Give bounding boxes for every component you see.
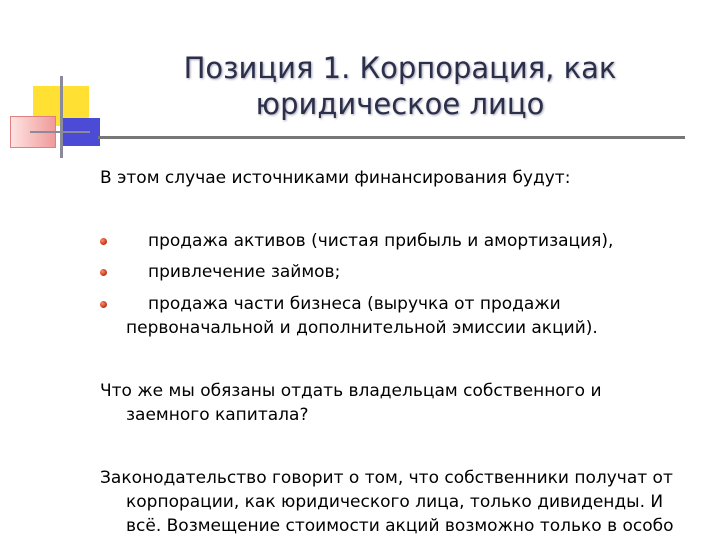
- law-line-2: корпорации, как юридического лица, только дивиденды. И: [126, 492, 664, 512]
- decor-vertical-bar: [60, 76, 63, 158]
- bullet-item-2-text: привлечение займов;: [148, 262, 341, 282]
- slide-title-line-2: юридическое лицо: [255, 87, 545, 121]
- question-paragraph: [100, 379, 700, 427]
- bullet-item-2: [100, 260, 700, 284]
- question-line-1: Что же мы обязаны отдать владельцам собственного и: [100, 381, 602, 401]
- bullet-item-1: [100, 229, 700, 253]
- bullet-icon: [100, 269, 107, 276]
- slide-title: [150, 50, 650, 122]
- decor-horizontal-bar: [30, 131, 90, 133]
- title-divider: [98, 136, 685, 139]
- slide-title-line-1: Позиция 1. Корпорация, как: [183, 51, 617, 85]
- bullet-icon: [100, 238, 107, 245]
- bullet-item-3: [100, 292, 700, 340]
- bullet-item-3-text-line-1: продажа части бизнеса (выручка от продажи: [148, 294, 561, 314]
- law-paragraph: [100, 466, 700, 538]
- bullet-icon: [100, 301, 107, 308]
- question-line-2: заемного капитала?: [126, 405, 309, 425]
- intro-text: В этом случае источниками финансирования будут:: [100, 168, 571, 188]
- law-line-3: всё. Возмещение стоимости акций возможно только в особо: [126, 516, 674, 536]
- law-line-1: Законодательство говорит о том, что собственники получат от: [100, 468, 673, 488]
- intro-paragraph: [100, 166, 700, 190]
- bullet-item-3-text-line-2: первоначальной и дополнительной эмиссии акций).: [126, 318, 598, 338]
- bullet-item-1-text: продажа активов (чистая прибыль и амортизация),: [148, 231, 614, 251]
